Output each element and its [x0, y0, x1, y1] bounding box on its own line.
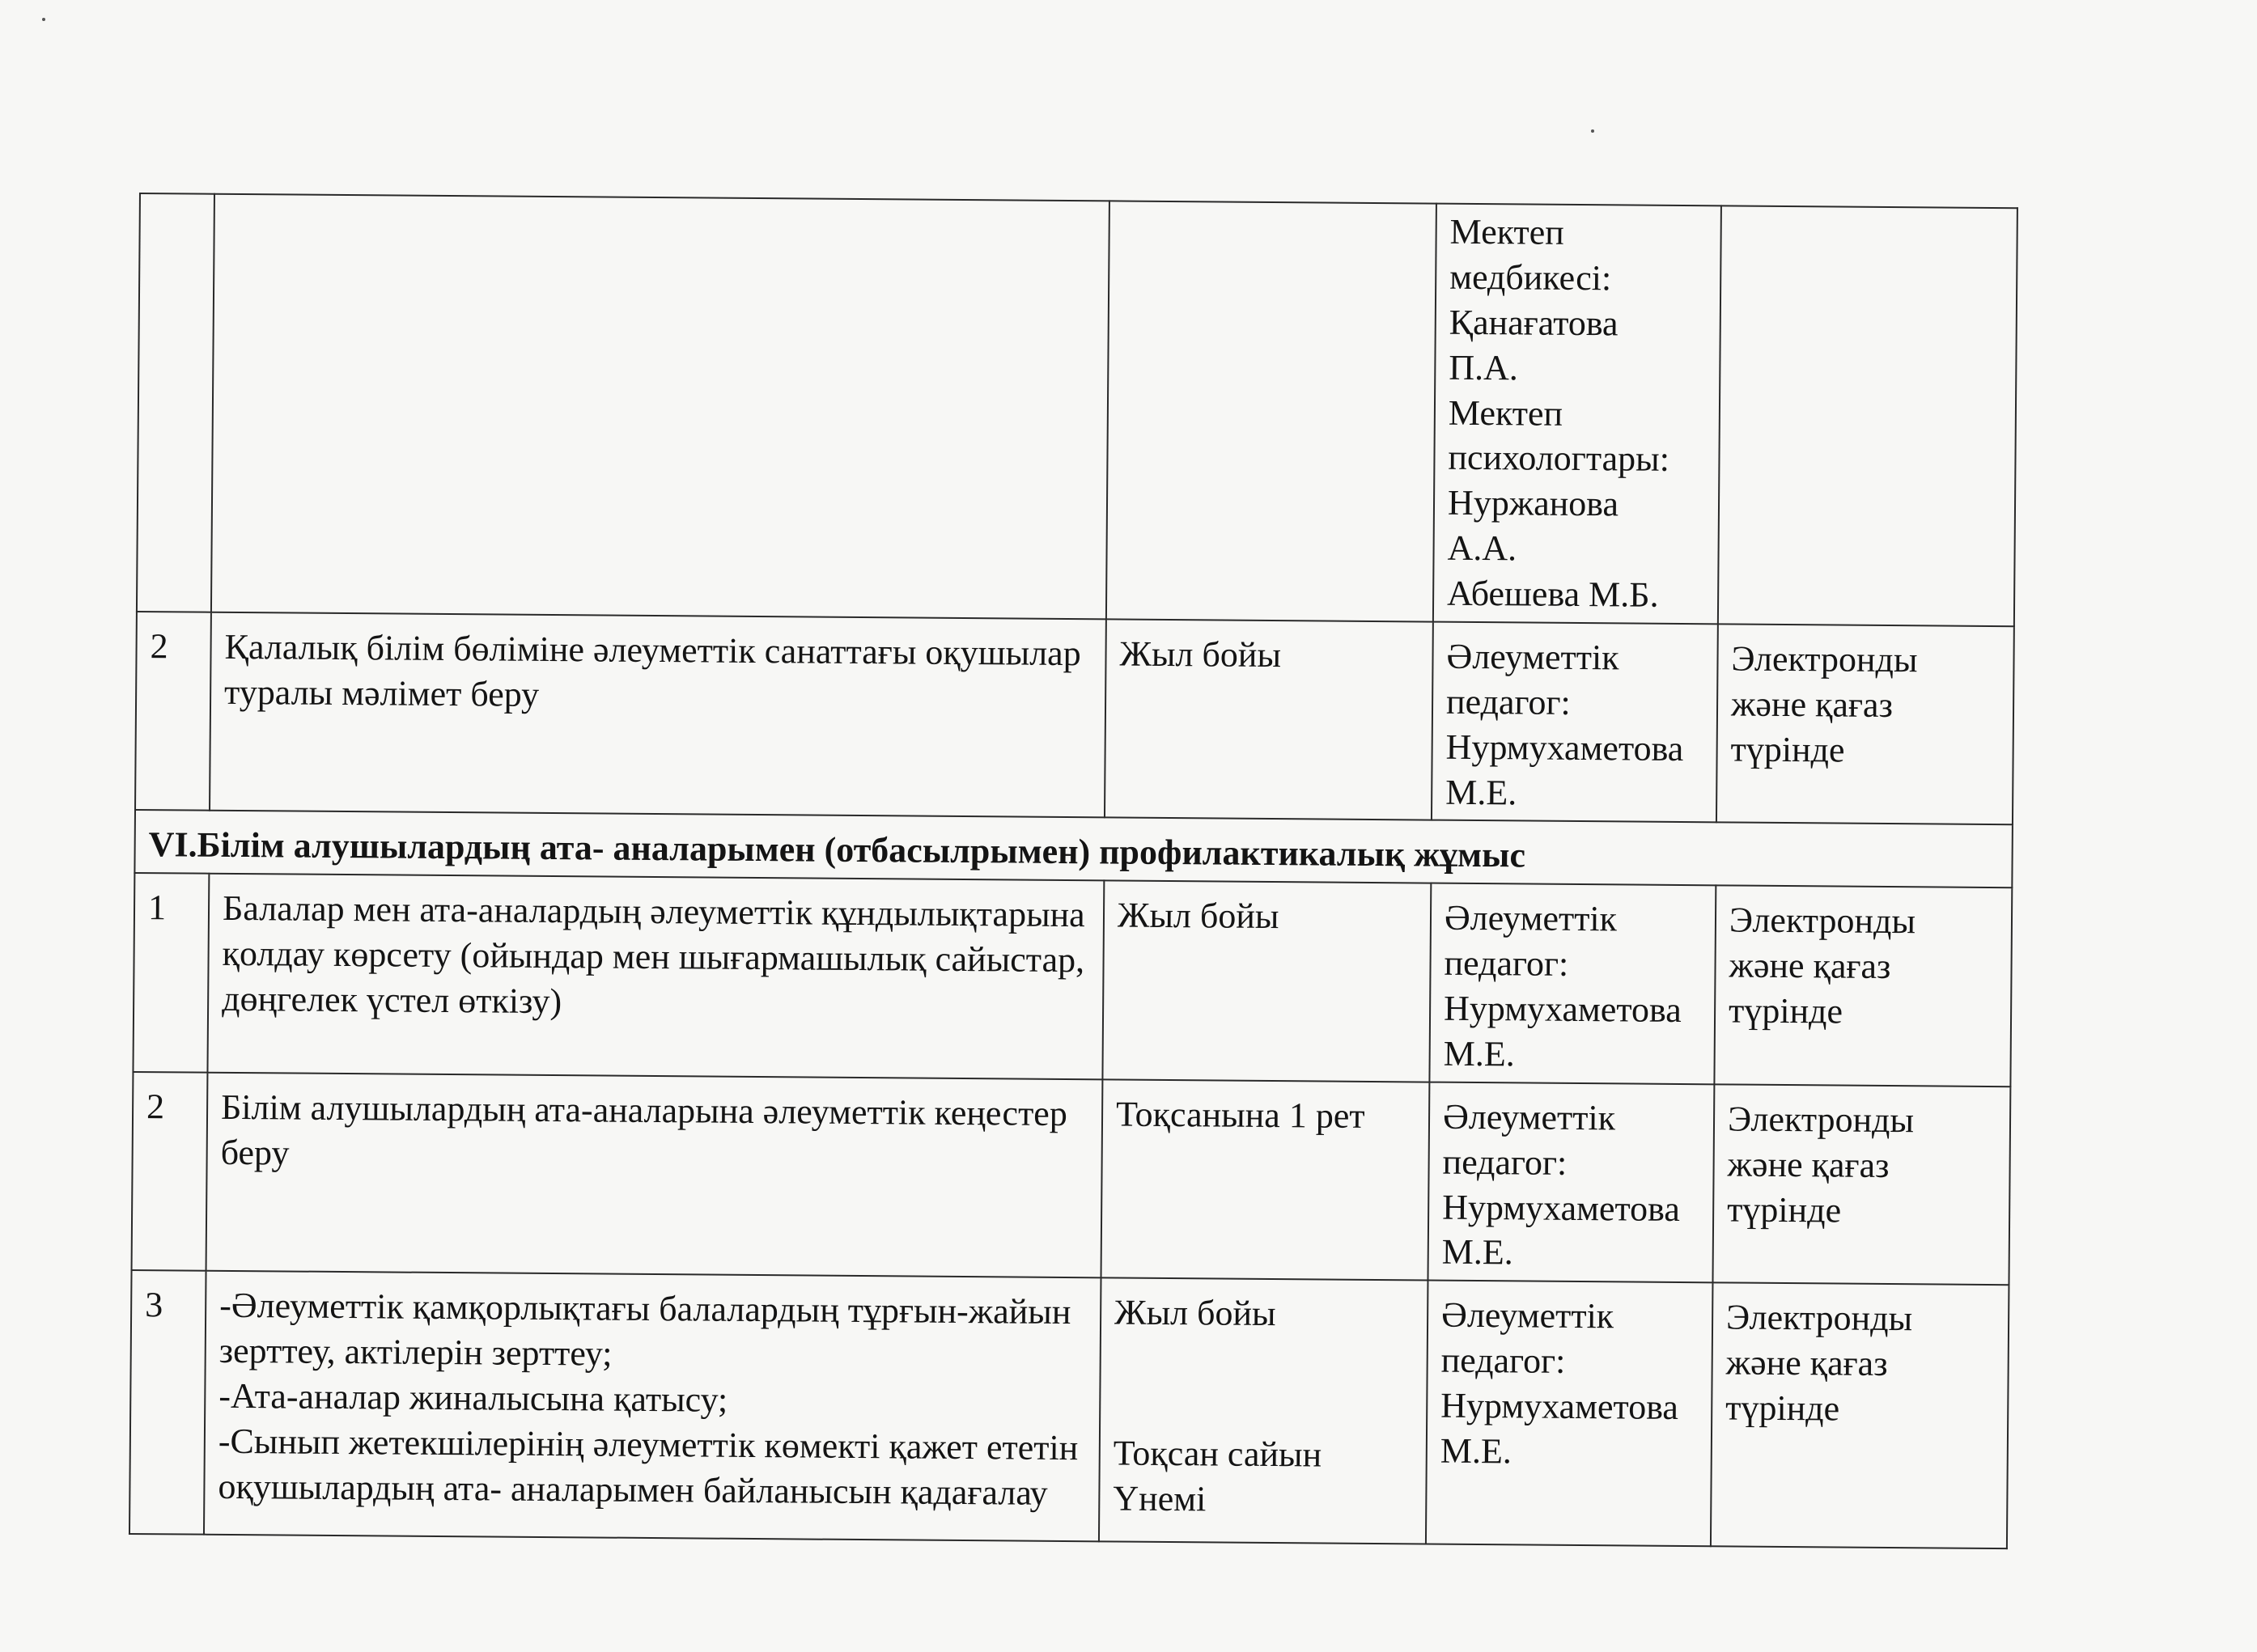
responsible-cell: [1429, 883, 1716, 1084]
responsible-line: М.Е.: [1445, 772, 1517, 812]
responsible-line: педагог:: [1445, 681, 1571, 722]
table-row: [137, 193, 2017, 626]
table-row: [129, 1270, 2009, 1548]
form-cell: [1711, 1283, 2009, 1549]
task-cell: Білім алушылардың ата-аналарына әлеуметтік кеңестер беру: [206, 1072, 1103, 1277]
responsible-line: Әлеуметтік: [1440, 1294, 1614, 1336]
table-row: [133, 873, 2012, 1087]
form-cell: [1716, 624, 2014, 824]
form-line: және қағаз: [1729, 945, 1891, 987]
task-line: -Әлеуметтік қамқорлықтағы балалардың тұрғын-жайын зерттеу, актілерін зерттеу;: [218, 1286, 1071, 1374]
form-line: Электронды: [1725, 1297, 1913, 1339]
form-line: Электронды: [1731, 638, 1918, 680]
paper-speck: [42, 18, 45, 21]
responsible-line: М.Е.: [1441, 1232, 1513, 1273]
responsible-line: Әлеуметтік: [1442, 1096, 1616, 1138]
paper-speck: [1591, 129, 1594, 133]
responsible-line: Абешева М.Б.: [1446, 573, 1659, 615]
responsible-line: М.Е.: [1440, 1430, 1512, 1472]
responsible-cell: [1428, 1082, 1714, 1282]
responsible-line: М.Е.: [1443, 1033, 1515, 1074]
period-cell: Жыл бойы: [1102, 881, 1431, 1082]
responsible-line: Мектеп: [1448, 392, 1563, 434]
responsible-line: психологтары:: [1448, 438, 1670, 480]
form-line: түрінде: [1727, 1188, 1842, 1231]
form-line: және қағаз: [1725, 1342, 1888, 1384]
task-cell: [211, 194, 1109, 620]
form-line: және қағаз: [1727, 1144, 1890, 1185]
period-line: Тоқсан сайын: [1113, 1433, 1322, 1475]
form-line: және қағаз: [1730, 684, 1894, 725]
responsible-line: Нурмухаметова: [1445, 726, 1684, 769]
task-cell: Балалар мен ата-аналардың әлеуметтік құндылықтарына қолдау көрсету (ойындар мен шығармашылық сайыстар, дөңгелек үстел өткізу): [207, 874, 1104, 1079]
responsible-line: Мектеп: [1449, 211, 1565, 252]
responsible-line: П.А.: [1449, 347, 1519, 388]
responsible-line: педагог:: [1440, 1340, 1566, 1382]
form-line: түрінде: [1730, 729, 1845, 770]
task-line: -Ата-аналар жиналысына қатысу;: [218, 1375, 728, 1420]
form-line: түрінде: [1725, 1387, 1840, 1429]
period-cell: [1106, 201, 1436, 621]
table-row: [135, 612, 2014, 825]
form-cell: [1712, 1084, 2010, 1285]
task-cell: [204, 1271, 1101, 1542]
period-line: Жыл бойы: [1114, 1292, 1276, 1334]
form-line: Электронды: [1727, 1099, 1915, 1141]
period-cell: Жыл бойы: [1105, 619, 1433, 820]
responsible-line: педагог:: [1442, 1142, 1568, 1183]
plan-sheet: [129, 193, 2017, 1549]
responsible-line: Қанағатова: [1449, 302, 1619, 344]
responsible-line: медбикесі:: [1449, 256, 1612, 299]
responsible-cell: [1426, 1281, 1713, 1547]
period-cell: [1099, 1278, 1428, 1544]
responsible-line: А.А.: [1447, 527, 1517, 569]
responsible-line: Нурмухаметова: [1442, 1187, 1681, 1229]
task-line: -Сынып жетекшілерінің әлеуметтік көмекті қажет ететін оқушылардың ата- аналарымен байланысын қадағалау: [218, 1421, 1079, 1513]
form-line: түрінде: [1728, 990, 1843, 1031]
responsible-cell: [1433, 204, 1721, 625]
row-number: 3: [129, 1270, 206, 1535]
row-number: 2: [132, 1072, 208, 1271]
responsible-line: педагог:: [1444, 942, 1569, 985]
responsible-line: Әлеуметтік: [1444, 897, 1618, 939]
responsible-cell: [1432, 621, 1718, 822]
section-title: VI.Білім алушылардың ата- аналарымен (отбасылрымен) профилактикалық жұмыс: [134, 810, 2013, 887]
responsible-line: Нурмухаметова: [1440, 1385, 1679, 1427]
form-line: Электронды: [1729, 900, 1916, 942]
form-cell: [1714, 886, 2012, 1087]
task-cell: Қалалық білім бөліміне әлеуметтік санаттағы оқушылар туралы мәлімет беру: [210, 612, 1106, 818]
row-number: [137, 193, 214, 612]
form-cell: [1718, 205, 2017, 626]
period-line: Үнемі: [1113, 1478, 1207, 1519]
activity-plan-table: [129, 193, 2018, 1549]
row-number: 1: [133, 873, 209, 1072]
responsible-line: Нурмухаметова: [1443, 988, 1682, 1030]
period-cell: Тоқсанына 1 рет: [1101, 1079, 1429, 1281]
responsible-line: Әлеуметтік: [1446, 636, 1619, 678]
row-number: 2: [135, 612, 211, 811]
table-row: [132, 1072, 2011, 1286]
responsible-line: Нуржанова: [1447, 482, 1619, 524]
